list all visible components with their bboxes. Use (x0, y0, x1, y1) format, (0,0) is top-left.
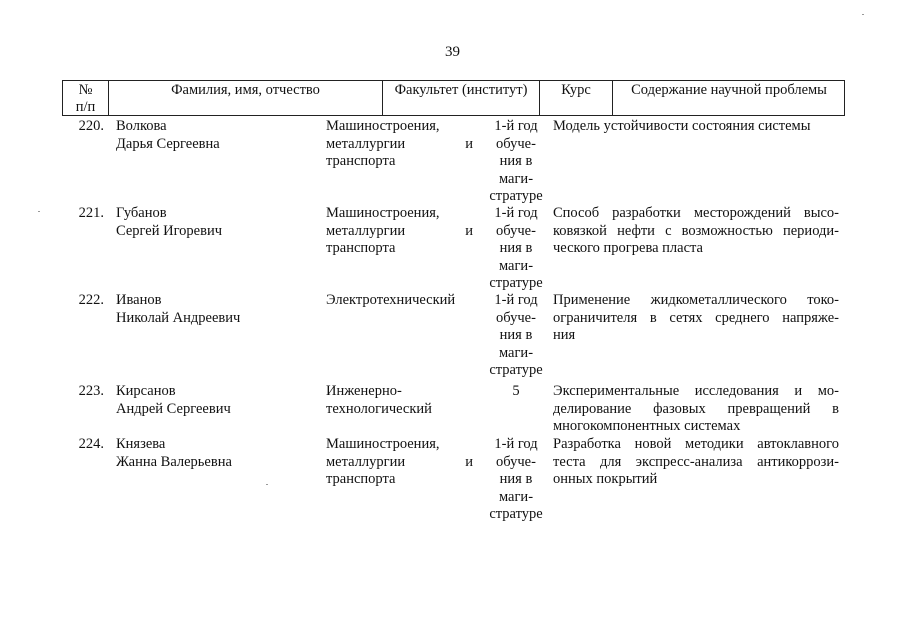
row-course (483, 292, 549, 380)
faculty-line: технологический (326, 400, 432, 417)
course-line: маги- (498, 488, 534, 505)
surname: Губанов (116, 205, 167, 221)
faculty-line: Машиностроения, (326, 436, 440, 452)
faculty-word: металлургии (326, 135, 406, 152)
faculty-line: Электротехнический (326, 292, 456, 308)
surname: Иванов (116, 292, 162, 308)
given-names: Сергей Игоревич (116, 222, 223, 239)
row-topic (553, 205, 839, 258)
topic-line: ния (553, 327, 576, 343)
topic-line: делирование фазовых превращений в (553, 400, 839, 417)
given-names: Андрей Сергеевич (116, 400, 231, 417)
row-number: 224. (78, 436, 104, 452)
course-line: ния в (499, 240, 533, 256)
faculty-word: и (465, 222, 473, 239)
header-num-line2: п/п (75, 99, 96, 115)
row-name (116, 436, 316, 471)
given-names: Жанна Валерьевна (116, 453, 232, 470)
scan-speck (38, 211, 40, 212)
surname: Волкова (116, 118, 167, 134)
course-line: 1-й год (494, 292, 538, 308)
course-line: маги- (498, 257, 534, 274)
faculty-line (326, 223, 473, 241)
course-line: 1-й год (494, 436, 538, 452)
course-line: 5 (512, 383, 520, 399)
topic-line: теста для экспресс-анализа антикоррози- (553, 453, 839, 470)
surname: Князева (116, 436, 166, 452)
page-number: 39 (445, 44, 460, 60)
row-topic (553, 383, 839, 436)
course-line: маги- (498, 344, 534, 361)
topic-line: ковязкой нефти с возможностью периоди- (553, 222, 839, 239)
header-topic: Содержание научной проблемы (631, 82, 827, 98)
faculty-word: металлургии (326, 222, 406, 239)
topic-line: Модель устойчивости состояния системы (553, 118, 811, 134)
header-num (63, 81, 109, 115)
topic-line: Способ разработки месторождений высо- (553, 205, 839, 221)
row-topic (553, 436, 839, 489)
faculty-word: металлургии (326, 453, 406, 470)
row-number: 223. (78, 383, 104, 399)
given-names: Николай Андреевич (116, 309, 241, 326)
course-line: обуче- (496, 135, 536, 152)
course-line: стратуре (489, 275, 543, 291)
scan-speck (862, 14, 864, 15)
scan-speck (266, 484, 268, 485)
faculty-line: Инженерно- (326, 383, 402, 399)
row-number: 222. (78, 292, 104, 308)
faculty-line: транспорта (326, 240, 396, 256)
course-line: обуче- (496, 453, 536, 470)
row-course (483, 205, 549, 293)
faculty-line: Машиностроения, (326, 205, 440, 221)
topic-line: ческого прогрева пласта (553, 240, 703, 256)
course-line: стратуре (489, 188, 543, 204)
row-course (483, 118, 549, 206)
faculty-word: и (465, 135, 473, 152)
course-line: 1-й год (494, 205, 538, 221)
topic-line: онных покрытий (553, 471, 658, 487)
course-line: ния в (499, 471, 533, 487)
faculty-line: транспорта (326, 153, 396, 169)
faculty-line: Машиностроения, (326, 118, 440, 134)
course-line: 1-й год (494, 118, 538, 134)
faculty-line (326, 454, 473, 472)
row-course (483, 383, 549, 401)
row-name (116, 205, 316, 240)
course-line: ния в (499, 327, 533, 343)
faculty-line (326, 136, 473, 154)
faculty-line: транспорта (326, 471, 396, 487)
header-faculty: Факультет (институт) (383, 81, 540, 115)
topic-line: Применение жидкометаллического токо- (553, 292, 839, 308)
course-line: обуче- (496, 309, 536, 326)
row-name (116, 292, 316, 327)
topic-line: ограничителя в сетях среднего напряже- (553, 309, 839, 326)
header-course: Курс (540, 81, 613, 115)
row-number: 220. (78, 118, 104, 134)
row-name (116, 118, 316, 153)
table-header (62, 80, 845, 116)
row-topic (553, 292, 839, 345)
header-num-line1: № (78, 82, 93, 98)
given-names: Дарья Сергеевна (116, 135, 220, 152)
course-line: маги- (498, 170, 534, 187)
row-course (483, 436, 549, 524)
course-line: стратуре (489, 362, 543, 378)
topic-line: Разработка новой методики автоклавного (553, 436, 839, 452)
course-line: обуче- (496, 222, 536, 239)
topic-line: многокомпонентных системах (553, 418, 741, 434)
surname: Кирсанов (116, 383, 176, 399)
topic-line: Экспериментальные исследования и мо- (553, 383, 839, 399)
row-name (116, 383, 316, 418)
faculty-word: и (465, 453, 473, 470)
row-topic (553, 118, 839, 136)
header-name: Фамилия, имя, отчество (109, 81, 383, 115)
course-line: ния в (499, 153, 533, 169)
course-line: стратуре (489, 506, 543, 522)
row-number: 221. (78, 205, 104, 221)
